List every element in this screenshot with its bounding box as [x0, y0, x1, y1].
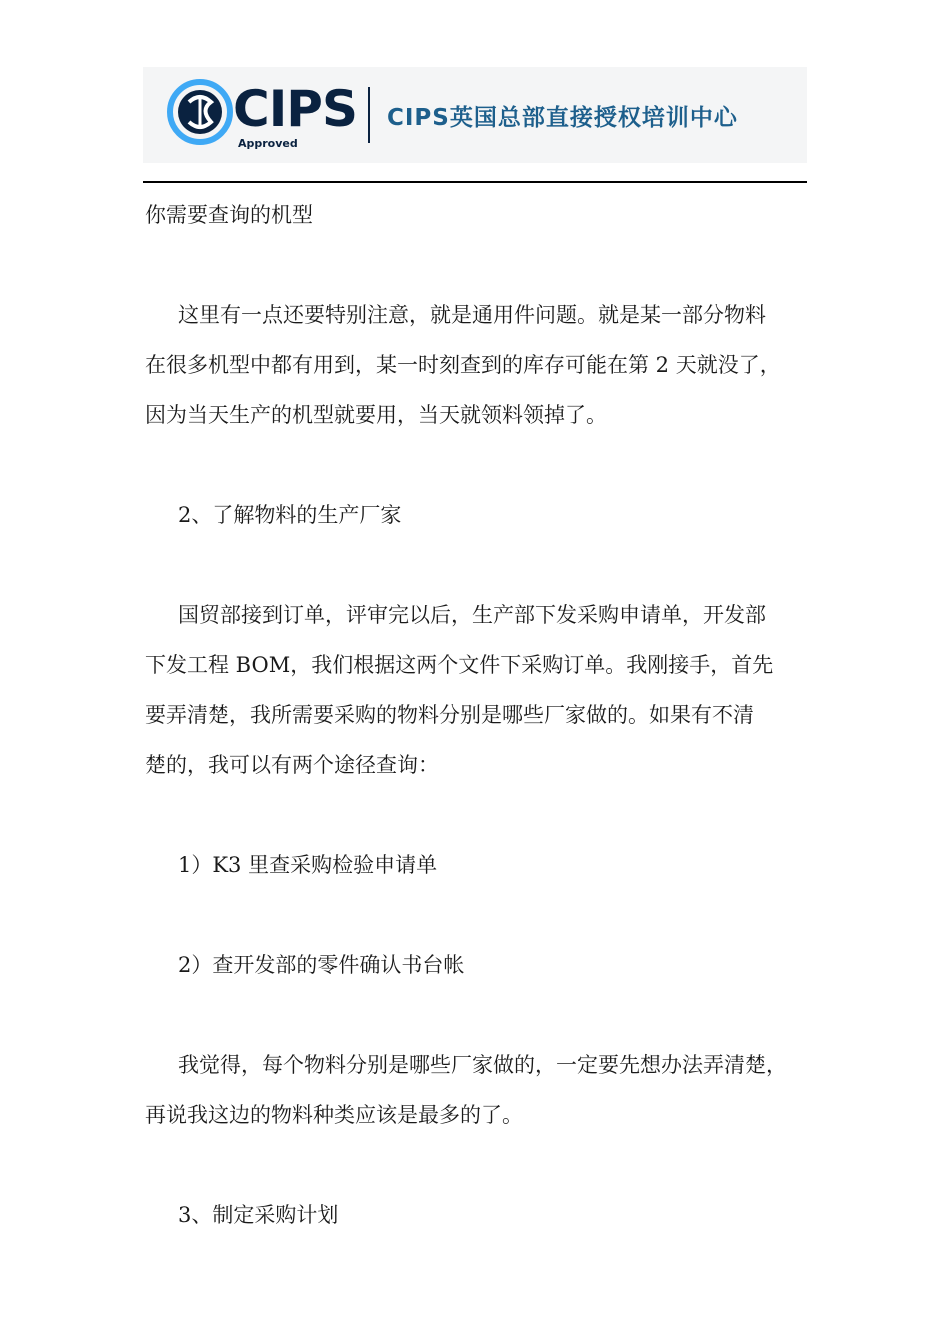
logo-approved-label: Approved — [238, 137, 298, 150]
page-header — [143, 67, 807, 163]
paragraph-opinion-l1: 我觉得，每个物料分别是哪些厂家做的，一定要先想办法弄清楚， — [178, 1053, 787, 1077]
document-body — [145, 190, 825, 1240]
spacer — [145, 1140, 825, 1190]
spacer — [145, 990, 825, 1040]
list-item-2: 2）查开发部的零件确认书台帐 — [178, 953, 465, 977]
section-heading-2: 2、了解物料的生产厂家 — [178, 503, 402, 527]
paragraph-manufacturers-l3: 要弄清楚，我所需要采购的物料分别是哪些厂家做的。如果有不清 — [145, 703, 754, 727]
paragraph-intro: 你需要查询的机型 — [145, 203, 313, 227]
list-item-1: 1）K3 里查采购检验申请单 — [178, 853, 438, 877]
spacer — [145, 540, 825, 590]
header-divider — [368, 87, 370, 143]
header-tagline: CIPS英国总部直接授权培训中心 — [387, 105, 738, 131]
spacer — [145, 240, 825, 290]
spacer — [145, 890, 825, 940]
paragraph-common-parts-l2: 在很多机型中都有用到，某一时刻查到的库存可能在第 2 天就没了， — [145, 353, 781, 377]
spacer — [145, 790, 825, 840]
paragraph-common-parts-l1: 这里有一点还要特别注意，就是通用件问题。就是某一部分物料 — [178, 303, 766, 327]
paragraph-manufacturers-l2: 下发工程 BOM，我们根据这两个文件下采购订单。我刚接手，首先 — [145, 653, 774, 677]
spacer — [145, 440, 825, 490]
paragraph-common-parts-l3: 因为当天生产的机型就要用，当天就领料领掉了。 — [145, 403, 607, 427]
cips-logo-icon — [165, 77, 235, 147]
section-heading-3: 3、制定采购计划 — [178, 1203, 339, 1227]
paragraph-manufacturers-l4: 楚的，我可以有两个途径查询： — [145, 753, 439, 777]
paragraph-opinion-l2: 再说我这边的物料种类应该是最多的了。 — [145, 1103, 523, 1127]
paragraph-manufacturers-l1: 国贸部接到订单，评审完以后，生产部下发采购申请单，开发部 — [178, 603, 766, 627]
header-rule — [143, 181, 807, 183]
logo-text: CIPS — [233, 80, 357, 138]
